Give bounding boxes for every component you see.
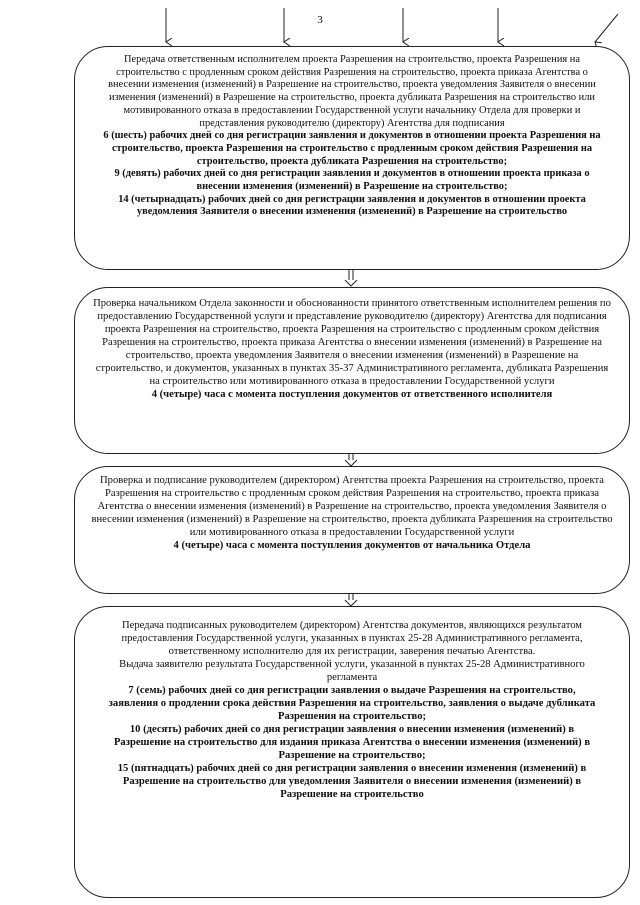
connector-arrow-1 [345,270,357,286]
step-4-deadline-1: 7 (семь) рабочих дней со дня регистрации заявления о выдаче Разрешения на строительство, заявления о продлении срока действия Разрешения на строительство, заявления о выдаче дубликата Разрешения на строительство; [108,685,596,722]
incoming-arrow-5 [595,14,618,42]
step-3-description: Проверка и подписание руководителем (директором) Агентства проекта Разрешения на строительство, проекта Разрешения на строительство с продленным сроком действия Разрешения на строительство, проекта приказа Агентства о внесении изменения (изменений) в Разрешение на строительство, проекта уведомления Заявителя о внесении изменения (изменений) в Разрешение на строительство, проекта дубликата Разрешения на строительство или мотивированного отказа в предоставлении Государственной услуги [91,475,613,538]
step-4-description: Передача подписанных руководителем (директором) Агентства документов, являющихся результатом предоставления Государственной услуги, указанных в пунктах 25-28 Административного регламента, ответственному исполнителю для их регистрации, заверения печатью Агентства. [121,620,583,657]
step-box-4 [74,606,630,898]
connector-arrow-3 [345,594,357,606]
step-box-3 [74,466,630,594]
step-1-description: Передача ответственным исполнителем проекта Разрешения на строительство, проекта Разрешения на строительство с продленным сроком действия Разрешения на строительство, проекта приказа Агентства о внесении изменения (изменений) в Разрешение на строительство, проекта уведомления Заявителя о внесении изменения (изменений) в Разрешение на строительство, проекта дубликата Разрешения на строительство или мотивированного отказа в предоставлении Государственной услуги начальнику Отдела для проверки и представления руководителю (директору) Агентства для подписания [108,54,596,129]
step-1-deadline-1: 6 (шесть) рабочих дней со дня регистрации заявления и документов в отношении проекта Разрешения на строительство, проекта Разрешения на строительство с продленным сроком действия Разрешения на строительство, проекта дубликата Разрешения на строительство; [103,130,601,167]
step-1-deadline-3: 14 (четырнадцать) рабочих дней со дня регистрации заявления и документов в отношении проекта уведомления Заявителя о внесении изменения (изменений) в Разрешение на строительство [118,193,586,218]
step-4-deadline-3: 15 (пятнадцать) рабочих дней со дня регистрации заявления о внесении изменения (изменений) в Разрешение на строительство для уведомления Заявителя о внесении изменения (изменений) в Разрешение на строительство [117,763,587,800]
step-2-deadline: 4 (четыре) часа с момента поступления документов от ответственного исполнителя [151,389,553,400]
step-box-2 [74,287,630,454]
page-number: 3 [317,14,323,26]
connector-arrow-2 [345,454,357,466]
step-4-deadline-2: 10 (десять) рабочих дней со дня регистрации заявления о внесении изменения (изменений) в Разрешение на строительство для издания приказа Агентства о внесении изменения (изменений) в Разрешение на строительство; [113,724,591,761]
step-4-description-2: Выдача заявителю результата Государственной услуги, указанной в пунктах 25-28 Административного регламента [119,659,585,683]
step-box-1 [74,46,630,270]
step-2-description: Проверка начальником Отдела законности и обоснованности принятого ответственным исполнителем решения по предоставлению Государственной услуги и представление руководителю (директору) Агентства для подписания проекта Разрешения на строительство, проекта Разрешения на строительство с продленным сроком действия Разрешения на строительство, проекта приказа Агентства о внесении изменения (изменений) в Разрешение на строительство, проекта уведомления Заявителя о внесении изменения (изменений) в Разрешение на строительство, и документов, указанных в пунктах 35-37 Административного регламента, дубликата Разрешения на строительство или мотивированного отказа в предоставлении Государственной услуги [93,298,611,387]
step-1-deadline-2: 9 (девять) рабочих дней со дня регистрации заявления и документов в отношении проекта приказа о внесении изменения (изменений) в Разрешение на строительство; [114,168,590,193]
step-3-deadline: 4 (четыре) часа с момента поступления документов от начальника Отдела [173,540,531,551]
